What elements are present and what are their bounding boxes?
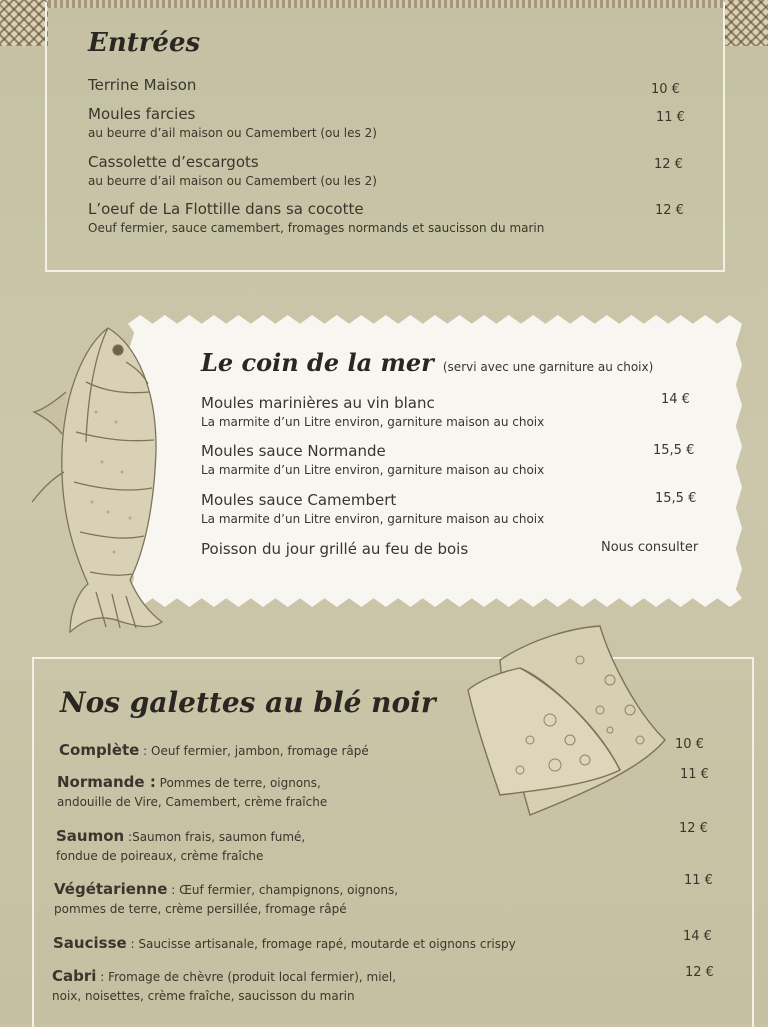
item-description-line2: pommes de terre, crème persillée, fromage râpé: [54, 902, 347, 916]
item-price: 11 €: [656, 110, 685, 125]
item-price: 15,5 €: [653, 443, 695, 458]
item-price: 14 €: [661, 392, 690, 407]
item-separator: :: [96, 970, 109, 984]
item-description: Saucisse artisanale, fromage rapé, moutarde et oignons crispy: [138, 937, 516, 951]
item-name: L’oeuf de La Flottille dans sa cocotte: [88, 200, 364, 218]
item-name: Normande :: [57, 773, 156, 791]
mer-title: Le coin de la mer: [201, 348, 434, 377]
galette-item: [53, 934, 653, 952]
item-name: Saumon: [56, 827, 125, 845]
item-price: 11 €: [680, 767, 709, 782]
item-separator: :: [124, 830, 133, 844]
mer-item: [201, 491, 544, 526]
item-price: 10 €: [675, 737, 704, 752]
item-name: Poisson du jour grillé au feu de bois: [201, 540, 469, 558]
item-description: Saumon frais, saumon fumé,: [132, 830, 306, 844]
item-description: Oeuf fermier, sauce camembert, fromages normands et saucisson du marin: [88, 221, 545, 235]
item-name: Moules marinières au vin blanc: [201, 394, 435, 412]
item-description: Pommes de terre, oignons,: [159, 776, 321, 790]
mer-subtitle: (servi avec une garniture au choix): [442, 360, 654, 374]
item-description: Oeuf fermier, jambon, fromage râpé: [151, 744, 369, 758]
item-separator: :: [167, 883, 180, 897]
item-name: Cabri: [52, 967, 97, 985]
fish-illustration: [26, 322, 171, 634]
galette-item: [56, 827, 616, 863]
item-description: au beurre d’ail maison ou Camembert (ou les 2): [88, 174, 377, 188]
galette-item: [54, 880, 614, 916]
item-description: au beurre d’ail maison ou Camembert (ou les 2): [88, 126, 377, 140]
item-name: Moules sauce Normande: [201, 442, 386, 460]
galette-item: [59, 741, 619, 759]
mer-item: [201, 442, 544, 477]
item-price: 12 €: [679, 821, 708, 836]
item-name: Saucisse: [53, 934, 127, 952]
item-name: Végétarienne: [54, 880, 168, 898]
item-name: Moules sauce Camembert: [201, 491, 397, 509]
item-price: 12 €: [654, 157, 683, 172]
item-description: La marmite d’un Litre environ, garniture maison au choix: [201, 463, 545, 477]
mer-item: [201, 540, 468, 558]
item-description-line2: noix, noisettes, crème fraîche, saucisson du marin: [52, 989, 355, 1003]
item-name: Terrine Maison: [88, 76, 197, 94]
entrees-title: Entrées: [88, 28, 201, 58]
item-price: 11 €: [684, 873, 713, 888]
galette-item: [57, 773, 617, 809]
item-price: Nous consulter: [601, 540, 699, 555]
cane-pattern-right: [724, 0, 768, 46]
item-price: 12 €: [655, 203, 684, 218]
item-description-line2: fondue de poireaux, crème fraîche: [56, 849, 264, 863]
item-description: La marmite d’un Litre environ, garniture maison au choix: [201, 512, 545, 526]
item-price: 12 €: [685, 965, 714, 980]
item-description: Fromage de chèvre (produit local fermier), miel,: [108, 970, 397, 984]
item-price: 15,5 €: [655, 491, 697, 506]
item-description: La marmite d’un Litre environ, garniture maison au choix: [201, 415, 545, 429]
item-name: Moules farcies: [88, 105, 196, 123]
mer-header: [201, 348, 653, 377]
entree-item: [88, 153, 377, 188]
item-price: 10 €: [651, 82, 680, 97]
entree-item: [88, 105, 377, 140]
item-name: Cassolette d’escargots: [88, 153, 259, 171]
item-name: Complète: [59, 741, 140, 759]
cane-pattern-left: [0, 0, 48, 46]
entree-item: [88, 200, 544, 235]
item-separator: :: [139, 744, 152, 758]
item-price: 14 €: [683, 929, 712, 944]
item-separator: :: [126, 937, 139, 951]
galette-item: [52, 967, 612, 1003]
mer-item: [201, 394, 544, 429]
entree-item: [88, 76, 196, 94]
item-description: Œuf fermier, champignons, oignons,: [179, 883, 399, 897]
galettes-title: Nos galettes au blé noir: [60, 686, 436, 719]
item-description-line2: andouille de Vire, Camembert, crème fraîche: [57, 795, 328, 809]
